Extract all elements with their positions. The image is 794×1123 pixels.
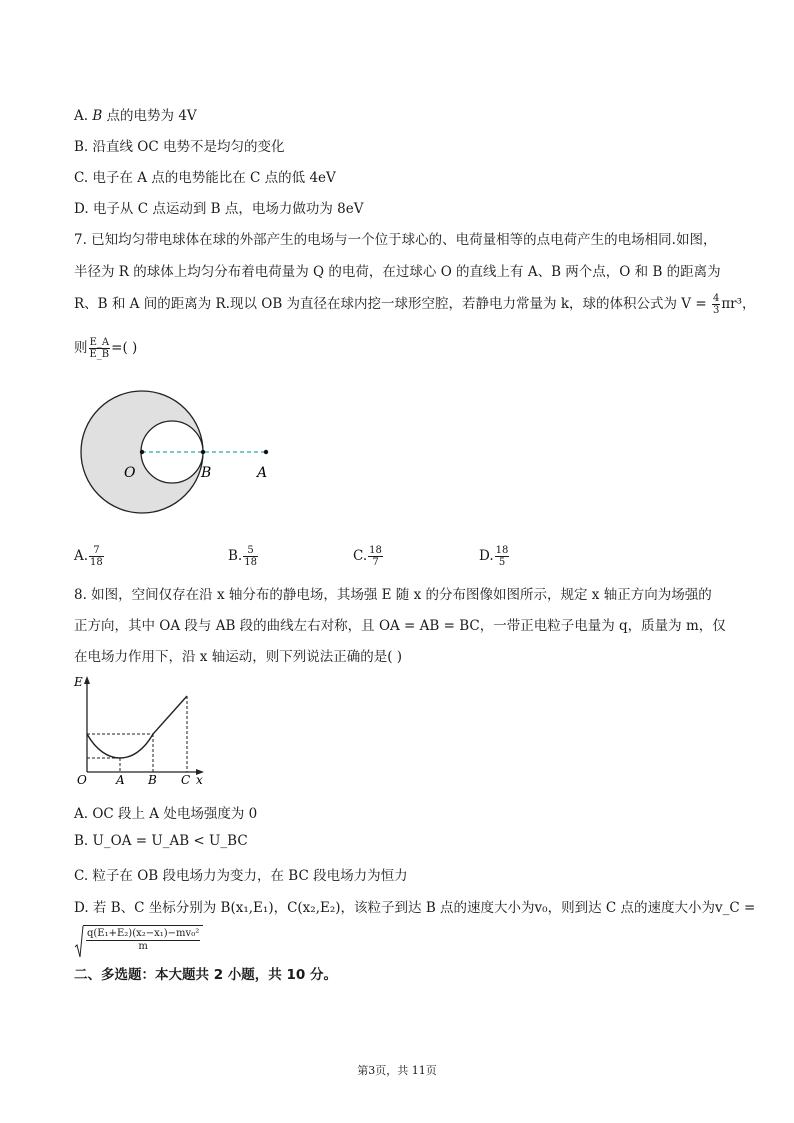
point-o: [140, 450, 144, 454]
sqrt-denominator: m: [138, 941, 148, 952]
q8-field-graph: [72, 672, 212, 788]
q8-option-d: D. 若 B、C 坐标分别为 B(x₁,E₁)，C(x₂,E₂)，该粒子到达 B 点的速度大小为v₀，则到达 C 点的速度大小为v_C =: [74, 900, 756, 916]
q6-option-a: A. B 点的电势为 4V: [74, 108, 197, 124]
point-a: [264, 450, 268, 454]
label-a: A: [116, 773, 125, 787]
label-x: x: [196, 773, 203, 787]
q7-option-b: B. $\frac{5}{18}$: [228, 545, 257, 568]
q8-stem-line3: 在电场力作用下，沿 x 轴运动，则下列说法正确的是( ): [74, 649, 403, 665]
q7-stem-line3: R、B 和 A 间的距离为 R.现以 OB 为直径在球内挖一球形空腔，若静电力常量为 k，球的体积公式为 V = $\frac{4}{3}$ πr³，: [74, 293, 756, 316]
q8-option-a: A. OC 段上 A 处电场强度为 0: [74, 806, 258, 822]
q7-stem-line4: 则 $\frac{E\_A}{E\_B}$ =( ): [74, 337, 138, 360]
q6-option-b: B. 沿直线 OC 电势不是均匀的变化: [74, 139, 285, 155]
q6-option-d: D. 电子从 C 点运动到 B 点，电场力做功为 8eV: [74, 201, 364, 217]
q6-option-c: C. 电子在 A 点的电势能比在 C 点的低 4eV: [74, 170, 336, 186]
label-o: O: [77, 773, 87, 787]
q8-option-b: B. U_OA = U_AB < U_BC: [74, 833, 248, 849]
q8-stem-line2: 正方向，其中 OA 段与 AB 段的曲线左右对称，且 OA = AB = BC，一带正电粒子电量为 q，质量为 m，仅: [74, 618, 726, 634]
label-b: B: [148, 773, 157, 787]
q8-option-c: C. 粒子在 OB 段电场力为变力，在 BC 段电场力为恒力: [74, 868, 408, 884]
q7-option-c: C. $\frac{18}{7}$: [353, 545, 382, 568]
q7-sphere-figure: [80, 385, 280, 530]
label-a: A: [257, 465, 268, 481]
label-b: B: [201, 465, 212, 481]
sqrt-numerator: q(E₁+E₂)(x₂−x₁)−mv₀²: [87, 928, 200, 939]
label-c: C: [181, 773, 191, 787]
label-e: E: [74, 675, 83, 689]
q7-option-a: A. $\frac{7}{18}$: [74, 545, 103, 568]
y-axis-arrow: [84, 676, 90, 684]
q7-stem-line1: 7. 已知均匀带电球体在球的外部产生的电场与一个位于球心的、电荷量相等的点电荷产生的电场相同.如图，: [74, 232, 717, 248]
volume-fraction: $\frac{4}{3}$: [712, 293, 720, 316]
page-footer: 第3页，共 11页: [357, 1064, 437, 1077]
q8-stem-line1: 8. 如图，空间仅存在沿 x 轴分布的静电场，其场强 E 随 x 的分布图像如图所示，规定 x 轴正方向为场强的: [74, 587, 712, 603]
label-o: O: [124, 465, 136, 481]
q7-stem-line2: 半径为 R 的球体上均匀分布着电荷量为 Q 的电荷，在过球心 O 的直线上有 A、B 两个点，O 和 B 的距离为: [74, 264, 721, 280]
point-b: [201, 450, 205, 454]
field-curve: [87, 696, 187, 758]
q7-option-d: D. $\frac{18}{5}$: [479, 545, 509, 568]
section-heading: 二、多选题：本大题共 2 小题，共 10 分。: [74, 967, 337, 983]
field-ratio-fraction: $\frac{E\_A}{E\_B}$: [89, 337, 110, 360]
